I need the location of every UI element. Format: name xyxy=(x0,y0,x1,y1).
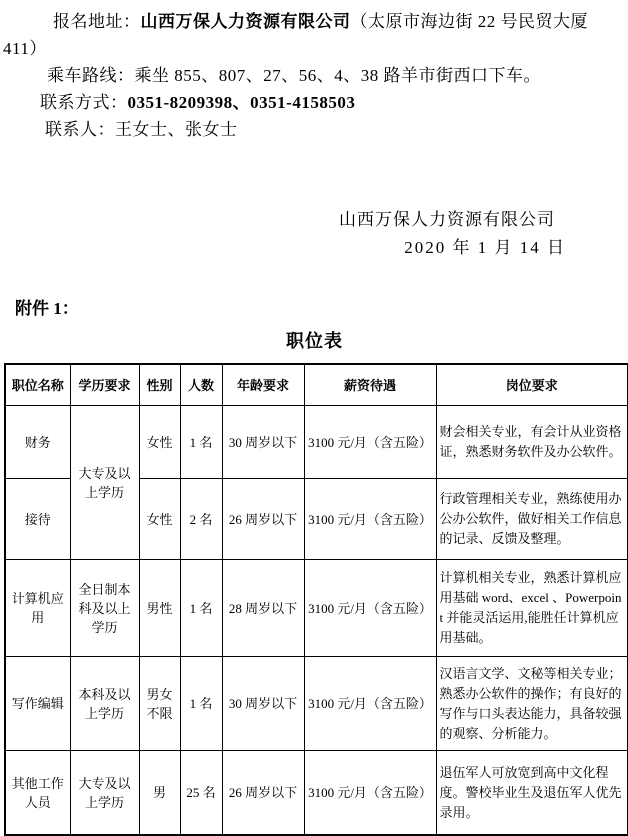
cell-education-merged: 大专及以上学历 xyxy=(70,406,139,560)
cell-salary: 3100 元/月（含五险） xyxy=(304,479,436,560)
cell-gender: 男女不限 xyxy=(139,657,180,751)
registration-address-wrap-line: 411） xyxy=(3,39,47,58)
contact-phone-numbers: 0351-8209398、0351-4158503 xyxy=(127,93,356,112)
cell-count: 25 名 xyxy=(180,751,222,836)
cell-position: 财务 xyxy=(5,406,70,479)
cell-education: 本科及以上学历 xyxy=(70,657,139,751)
contact-phone-line xyxy=(3,89,626,116)
signature-date: 2020 年 1 月 14 日 xyxy=(404,238,566,257)
header-age: 年龄要求 xyxy=(222,364,304,406)
registration-address-line xyxy=(3,8,626,35)
signature-company: 山西万保人力资源有限公司 xyxy=(339,210,555,229)
cell-requirement: 财会相关专业，有会计从业资格证，熟悉财务软件及办公软件。 xyxy=(436,406,628,479)
registration-address-detail: （太原市海边街 22 号民贸大厦 xyxy=(350,12,588,31)
signature-block xyxy=(3,206,626,262)
table-row xyxy=(5,751,628,836)
cell-gender: 男 xyxy=(139,751,180,836)
cell-salary: 3100 元/月（含五险） xyxy=(304,560,436,657)
bus-route-line: 乘车路线：乘坐 855、807、27、56、4、38 路羊市街西口下车。 xyxy=(47,66,541,85)
header-position: 职位名称 xyxy=(5,364,70,406)
cell-count: 1 名 xyxy=(180,657,222,751)
cell-count: 1 名 xyxy=(180,560,222,657)
cell-position: 计算机应用 xyxy=(5,560,70,657)
cell-gender: 女性 xyxy=(139,406,180,479)
cell-education: 大专及以上学历 xyxy=(70,751,139,836)
header-requirement: 岗位要求 xyxy=(436,364,628,406)
table-header-row xyxy=(5,364,628,406)
attachment-label: 附件 1： xyxy=(15,299,79,318)
cell-age: 30 周岁以下 xyxy=(222,406,304,479)
contact-person-line: 联系人：王女士、张女士 xyxy=(45,120,238,139)
job-positions-table xyxy=(4,363,628,836)
cell-gender: 女性 xyxy=(139,479,180,560)
header-gender: 性别 xyxy=(139,364,180,406)
cell-age: 28 周岁以下 xyxy=(222,560,304,657)
cell-requirement: 行政管理相关专业，熟练使用办公办公软件，做好相关工作信息的记录、反馈及整理。 xyxy=(436,479,628,560)
registration-address-company: 山西万保人力资源有限公司 xyxy=(140,12,351,31)
cell-count: 2 名 xyxy=(180,479,222,560)
table-row xyxy=(5,406,628,479)
cell-age: 26 周岁以下 xyxy=(222,751,304,836)
cell-requirement: 退伍军人可放宽到高中文化程度。警校毕业生及退伍军人优先录用。 xyxy=(436,751,628,836)
cell-count: 1 名 xyxy=(180,406,222,479)
cell-education: 全日制本科及以上学历 xyxy=(70,560,139,657)
cell-position: 写作编辑 xyxy=(5,657,70,751)
table-title: 职位表 xyxy=(286,331,343,351)
cell-salary: 3100 元/月（含五险） xyxy=(304,657,436,751)
cell-age: 30 周岁以下 xyxy=(222,657,304,751)
contact-phone-label: 联系方式： xyxy=(40,93,128,112)
header-salary: 薪资待遇 xyxy=(304,364,436,406)
registration-address-label: 报名地址： xyxy=(53,12,141,31)
cell-requirement: 汉语言文学、文秘等相关专业；熟悉办公软件的操作；有良好的写作与口头表达能力，具备较强的观察、分析能力。 xyxy=(436,657,628,751)
header-count: 人数 xyxy=(180,364,222,406)
table-row xyxy=(5,560,628,657)
cell-salary: 3100 元/月（含五险） xyxy=(304,406,436,479)
cell-position: 接待 xyxy=(5,479,70,560)
cell-gender: 男性 xyxy=(139,560,180,657)
header-education: 学历要求 xyxy=(70,364,139,406)
cell-position: 其他工作人员 xyxy=(5,751,70,836)
cell-age: 26 周岁以下 xyxy=(222,479,304,560)
cell-requirement: 计算机相关专业，熟悉计算机应用基础 word、excel 、Powerpoint 并能灵活运用,能胜任计算机应用基础。 xyxy=(436,560,628,657)
table-row xyxy=(5,657,628,751)
cell-salary: 3100 元/月（含五险） xyxy=(304,751,436,836)
